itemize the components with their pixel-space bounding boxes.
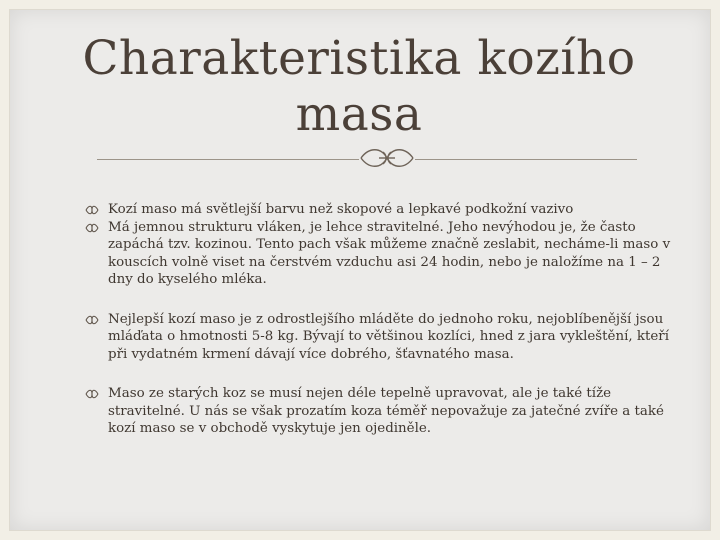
- slide-body: [85, 201, 675, 438]
- bullet-text: Maso ze starých koz se musí nejen déle tepelně upravovat, ale je také tíže stravitelné. U nás se však prozatím koza téměř nepovažuje za jatečné zvíře a také kozí maso se v obchodě vyskytuje jen ojediněle.: [108, 386, 664, 436]
- title-divider-left: [97, 159, 359, 160]
- bullet-item: [85, 201, 675, 219]
- ornament-bullet-icon: [85, 204, 99, 216]
- ornament-bullet-icon: [85, 388, 99, 400]
- ornament-bullet-icon: [85, 314, 99, 326]
- bullet-item: [85, 385, 675, 438]
- title-divider-right: [415, 159, 637, 160]
- bullet-text: Má jemnou strukturu vláken, je lehce stravitelné. Jeho nevýhodou je, že často zapáchá tzv. kozinou. Tento pach však můžeme značně zeslabit, necháme-li maso v kouscích volně viset na čerstvém vzduchu asi 24 hodin, nebo je naložíme na 1 – 2 dny do kyselého mléka.: [108, 219, 671, 287]
- bullet-text: Kozí maso má světlejší barvu než skopové a lepkavé podkožní vazivo: [108, 202, 574, 217]
- bullet-item: [85, 311, 675, 364]
- title-ornament-icon: [357, 145, 417, 171]
- slide-title: Charakteristika kozího masa: [82, 31, 636, 142]
- bullet-item: [85, 219, 675, 289]
- ornament-bullet-icon: [85, 222, 99, 234]
- bullet-text: Nejlepší kozí maso je z odrostlejšího mláděte do jednoho roku, nejoblíbenější jsou mláďata o hmotnosti 5-8 kg. Bývají to většinou kozlíci, hned z jara vykleštění, kteří při vydatném krmení dávají více dobrého, šťavnatého masa.: [108, 311, 669, 362]
